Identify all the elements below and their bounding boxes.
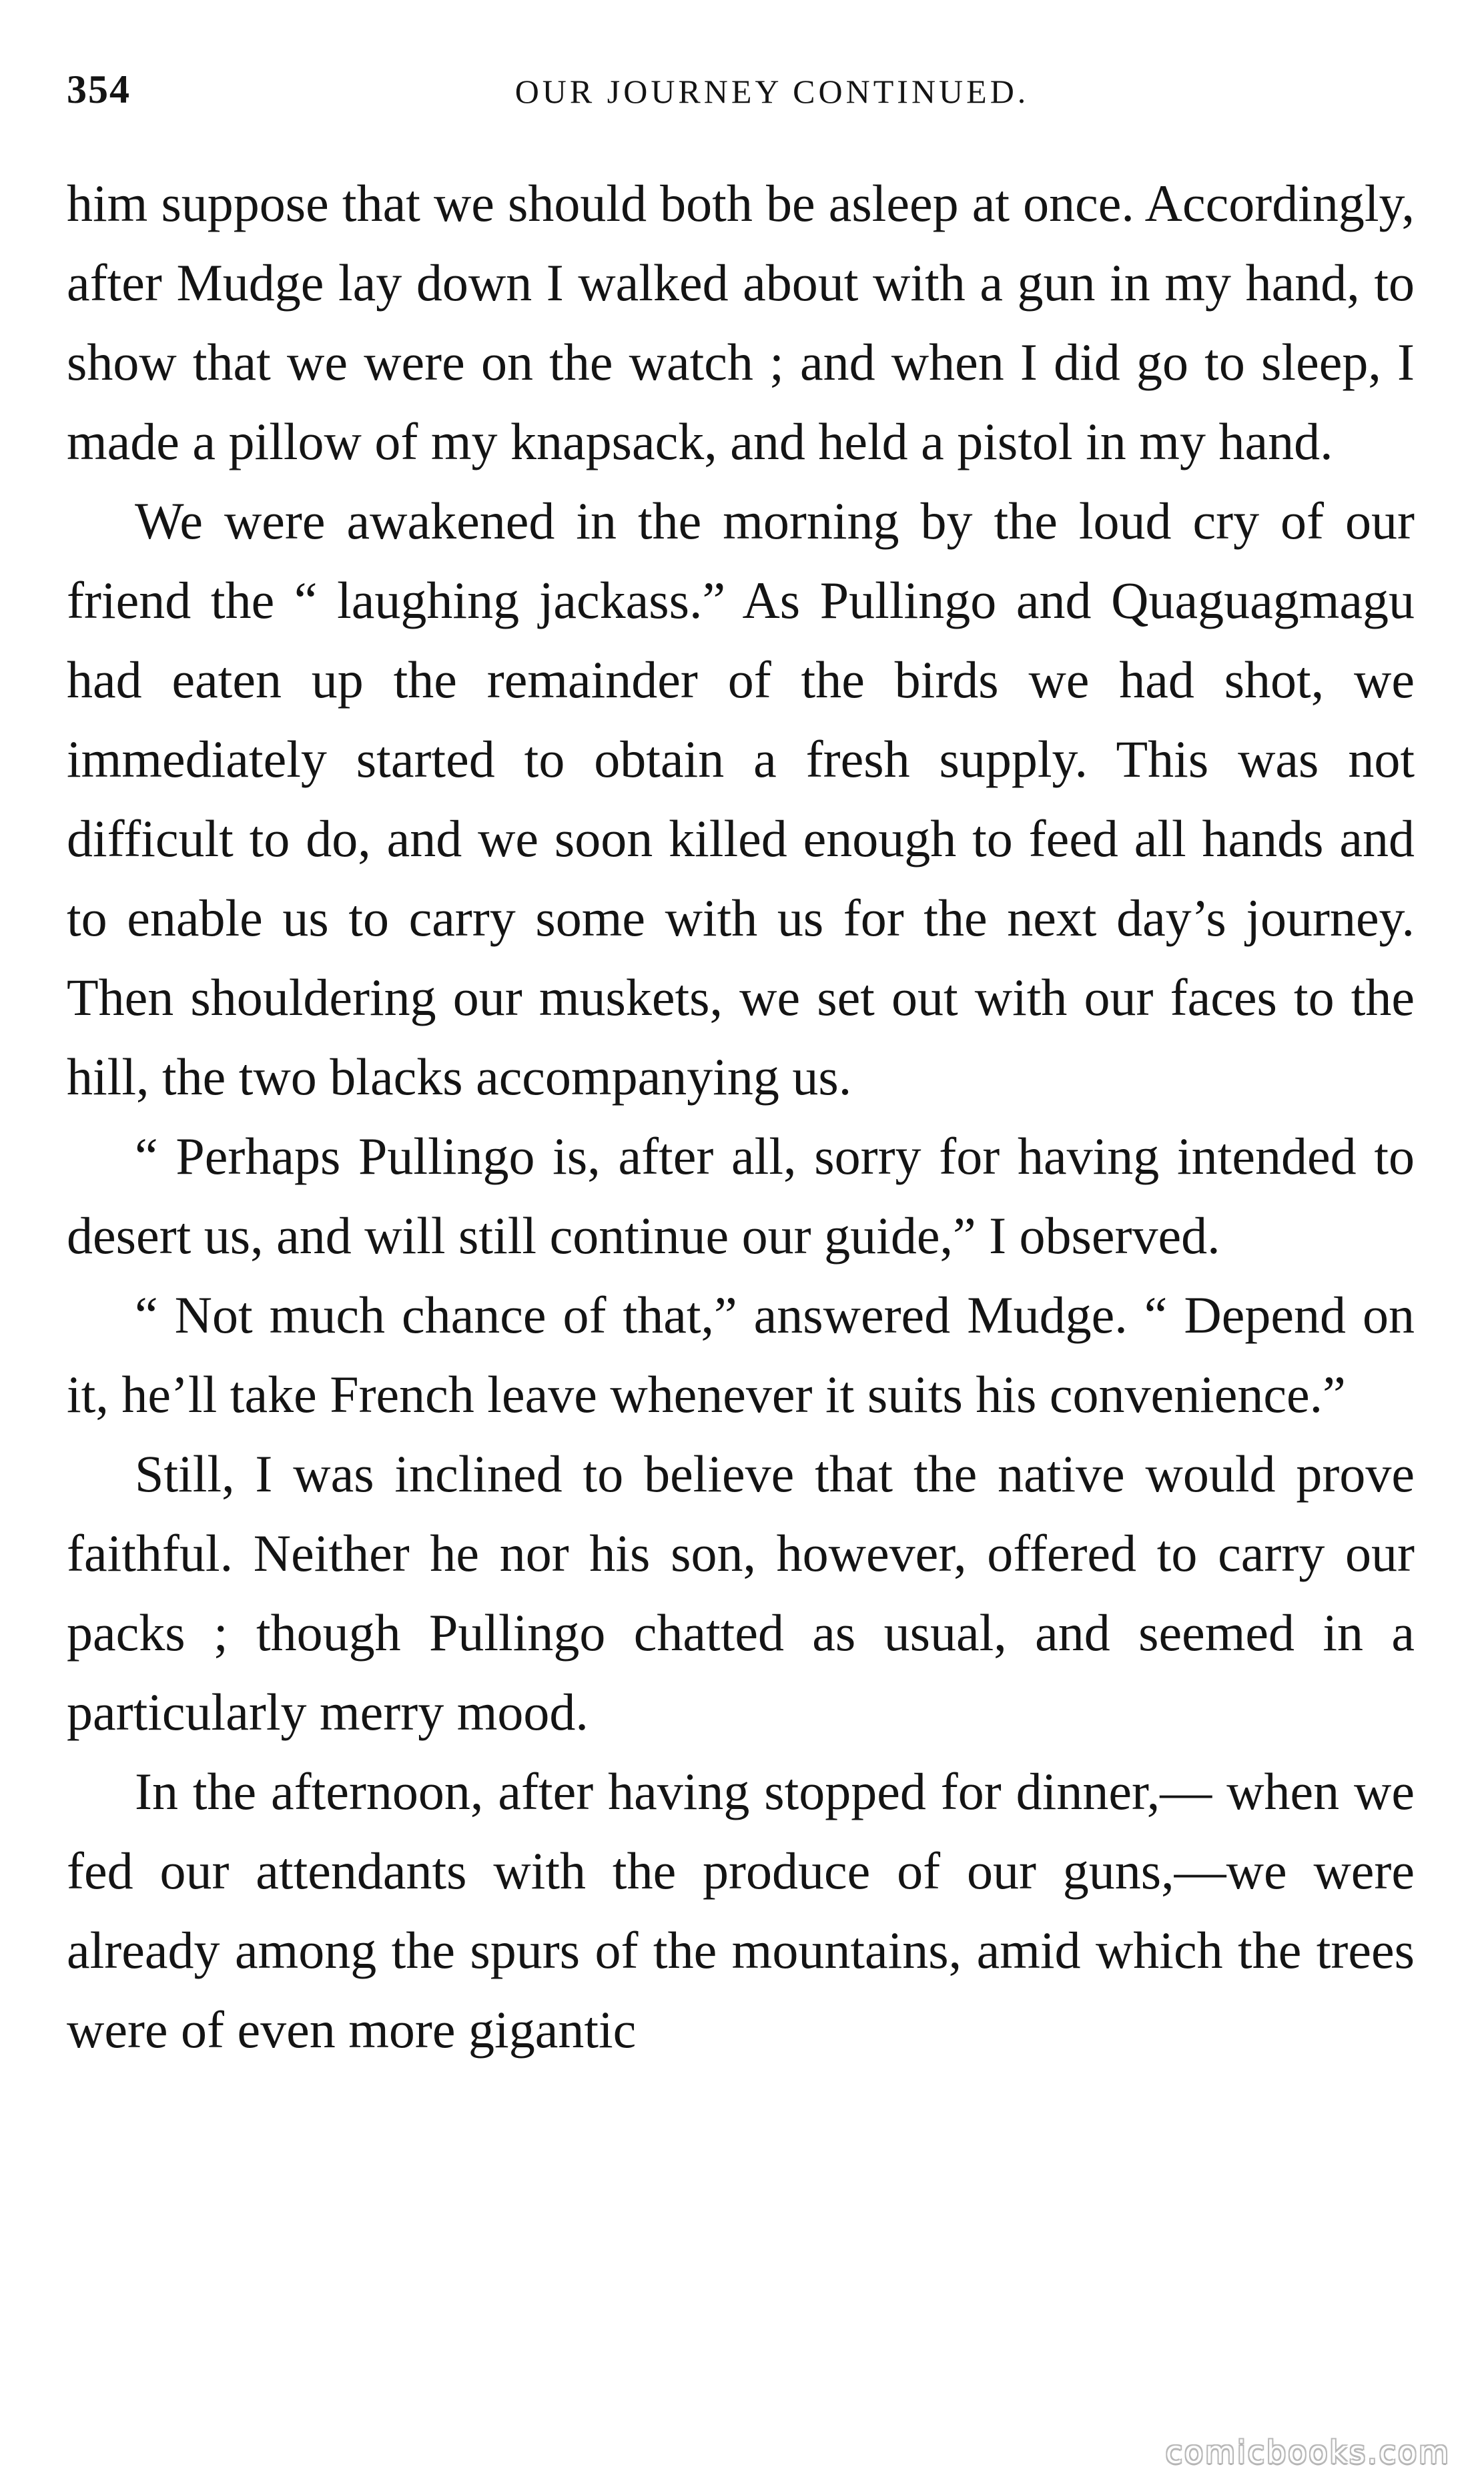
page-number: 354: [67, 67, 131, 111]
body-text: [67, 163, 1415, 2069]
paragraph: “ Perhaps Pullingo is, after all, sorry for having intended to desert us, and will still continue our guide,” I observed.: [67, 1127, 1415, 1265]
paragraph: In the afternoon, after having stopped for dinner,— when we fed our attendants with the produce of our guns,—we were already among the spurs of the mountains, amid which the trees were of even more gigantic: [67, 1762, 1415, 2059]
paragraph: We were awakened in the morning by the loud cry of our friend the “ laughing jackass.” As Pullingo and Quaguagmagu had eaten up the remainder of the birds we had shot, we immediately started to obtain a fresh supply. This was not difficult to do, and we soon killed enough to feed all hands and to enable us to carry some with us for the next day’s journey. Then shouldering our muskets, we set out with our faces to the hill, the two blacks accompanying us.: [67, 492, 1415, 1106]
page-header: [67, 67, 1417, 120]
paragraph-continued: him suppose that we should both be asleep at once. Accordingly, after Mudge lay down I walked about with a gun in my hand, to show that we were on the watch ; and when I did go to sleep, I made a pillow of my knapsack, and held a pistol in my hand.: [67, 174, 1415, 470]
running-head: OUR JOURNEY CONTINUED.: [514, 73, 1030, 110]
paragraph: “ Not much chance of that,” answered Mudge. “ Depend on it, he’ll take French leave whenever it suits his convenience.”: [67, 1286, 1415, 1423]
paragraph: Still, I was inclined to believe that the native would prove faithful. Neither he nor his son, however, offered to carry our packs ; though Pullingo chatted as usual, and seemed in a particularly merry mood.: [67, 1445, 1415, 1741]
watermark: comicbooks.com: [1165, 2434, 1451, 2470]
